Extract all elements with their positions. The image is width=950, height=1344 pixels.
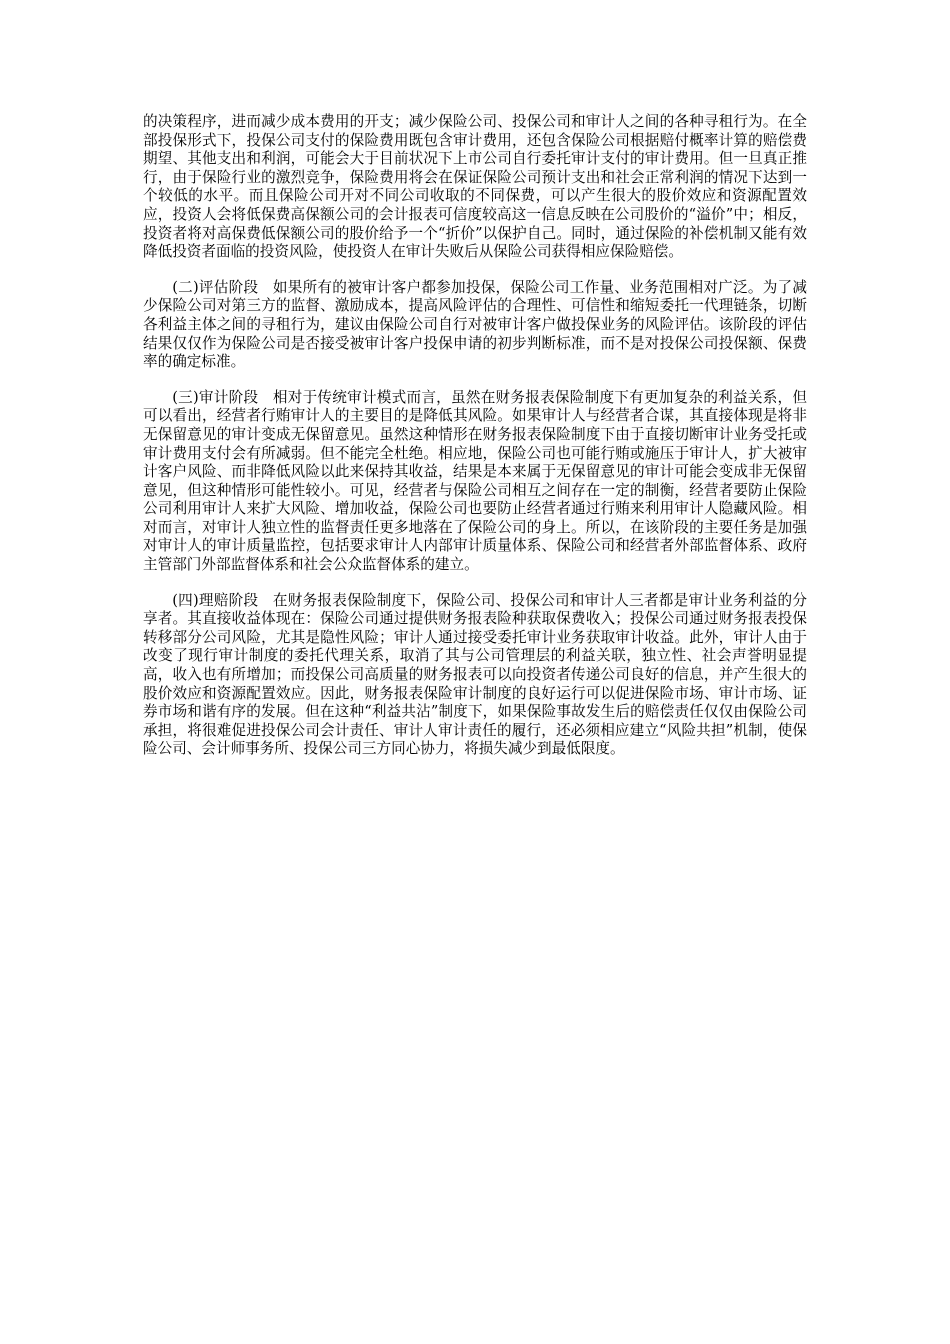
paragraph-continuation <box>143 113 807 262</box>
paragraph-evaluation-stage <box>143 279 807 372</box>
paragraph-text: 相对于传统审计模式而言，虽然在财务报表保险制度下有更加复杂的利益关系，但可以看出，经营者行贿审计人的主要目的是降低其风险。如果审计人与经营者合谋，其直接体现是将非无保留意见的审计变成无保留意见。虽然这种情形在财务报表保险制度下由于直接切断审计业务受托或审计费用支付会有所减弱。但不能完全杜绝。相应地，保险公司也可能行贿或施压于审计人，扩大被审计客户风险、而非降低风险以此来保持其收益，结果是本来属于无保留意见的审计可能会变成非无保留意见，但这种情形可能性较小。可见，经营者与保险公司相互之间存在一定的制衡，经营者要防止保险公司利用审计人来扩大风险、增加收益，保险公司也要防止经营者通过行贿来利用审计人隐藏风险。相对而言，对审计人独立性的监督责任更多地落在了保险公司的身上。所以，在该阶段的主要任务是加强对审计人的审计质量监控，包括要求审计人内部审计质量体系、保险公司和经营者外部监督体系、政府主管部门外部监督体系和社会公众监督体系的建立。 <box>143 388 807 574</box>
section-heading: (四)理赔阶段 <box>172 591 259 609</box>
paragraph-text: 如果所有的被审计客户都参加投保，保险公司工作量、业务范围相对广泛。为了减少保险公司对第三方的监督、激励成本，提高风险评估的合理性、可信性和缩短委托一代理链条，切断各利益主体之间的寻租行为，建议由保险公司自行对被审计客户做投保业务的风险评估。该阶段的评估结果仅仅作为保险公司是否接受被审计客户投保申请的初步判断标准，而不是对投保公司投保额、保费率的确定标准。 <box>143 278 807 371</box>
paragraph-audit-stage <box>143 389 807 575</box>
document-body <box>143 113 807 776</box>
section-heading: (三)审计阶段 <box>172 388 259 406</box>
paragraph-text: 的决策程序，进而减少成本费用的开支；减少保险公司、投保公司和审计人之间的各种寻租行为。在全部投保形式下，投保公司支付的保险费用既包含审计费用，还包含保险公司根据赔付概率计算的赔偿费期望、其他支出和利润，可能会大于目前状况下上市公司自行委托审计支付的审计费用。但一旦真正推行，由于保险行业的激烈竞争，保险费用将会在保证保险公司预计支出和社会正常利润的情况下达到一个较低的水平。而且保险公司开对不同公司收取的不同保费，可以产生很大的股价效应和资源配置效应，投资人会将低保费高保额公司的会计报表可信度较高这一信息反映在公司股价的“溢价”中；相反，投资者将对高保费低保额公司的股价给予一个“折价”以保护自己。同时，通过保险的补偿机制又能有效降低投资者面临的投资风险，使投资人在审计失败后从保险公司获得相应保险赔偿。 <box>143 113 807 261</box>
section-heading: (二)评估阶段 <box>172 278 259 296</box>
paragraph-text: 在财务报表保险制度下，保险公司、投保公司和审计人三者都是审计业务利益的分享者。其直接收益体现在：保险公司通过提供财务报表险种获取保费收入；投保公司通过财务报表投保转移部分公司风险，尤其是隐性风险；审计人通过接受委托审计业务获取审计收益。此外，审计人由于改变了现行审计制度的委托代理关系，取消了其与公司管理层的利益关联，独立性、社会声誉明显提高，收入也有所增加；而投保公司高质量的财务报表可以向投资者传递公司良好的信息，并产生很大的股价效应和资源配置效应。因此，财务报表保险审计制度的良好运行可以促进保险市场、审计市场、证券市场和谐有序的发展。但在这种“利益共沾”制度下，如果保险事故发生后的赔偿责任仅仅由保险公司承担，将很难促进投保公司会计责任、审计人审计责任的履行，还必须相应建立“风险共担”机制，使保险公司、会计师事务所、投保公司三方同心协力，将损失减少到最低限度。 <box>143 591 807 758</box>
paragraph-claims-stage <box>143 592 807 759</box>
